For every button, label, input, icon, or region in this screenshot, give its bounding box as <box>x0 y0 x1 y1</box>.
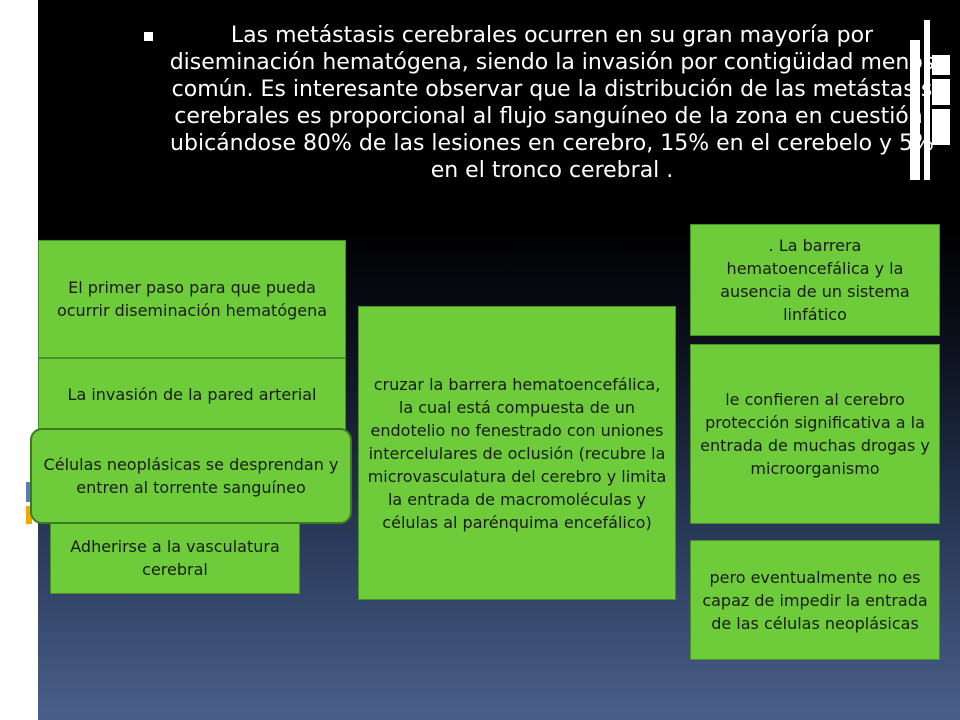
step-box-4: Adherirse a la vasculatura cerebral <box>50 522 300 594</box>
step-box-3: Células neoplásicas se desprendan y entren al torrente sanguíneo <box>30 428 352 524</box>
step-box-2: La invasión de la pared arterial <box>38 358 346 430</box>
right-box-1: . La barrera hematoencefálica y la ausencia de un sistema linfático <box>690 224 940 336</box>
center-box: cruzar la barrera hematoencefálica, la cual está compuesta de un endotelio no fenestrado con uniones intercelulares de oclusión (recubre la microvasculatura del cerebro y limita la entrada de macromoléculas y células al parénquima encefálico) <box>358 306 676 600</box>
step-box-1: El primer paso para que pueda ocurrir diseminación hematógena <box>38 240 346 358</box>
main-bullet <box>140 22 940 184</box>
square-bullet-icon <box>144 32 153 41</box>
right-box-3: pero eventualmente no es capaz de impedir la entrada de las células neoplásicas <box>690 540 940 660</box>
right-box-2: le confieren al cerebro protección significativa a la entrada de muchas drogas y microorganismo <box>690 344 940 524</box>
left-white-strip <box>0 0 38 720</box>
main-bullet-text: Las metástasis cerebrales ocurren en su gran mayoría por diseminación hematógena, siendo la invasión por contigüidad menos común. Es interesante observar que la distribución de las metástasis cerebrales es proporcional al flujo sanguíneo de la zona en cuestión, ubicándose 80% de las lesiones en cerebro, 15% en el cerebelo y 5% en el tronco cerebral . <box>169 23 935 183</box>
